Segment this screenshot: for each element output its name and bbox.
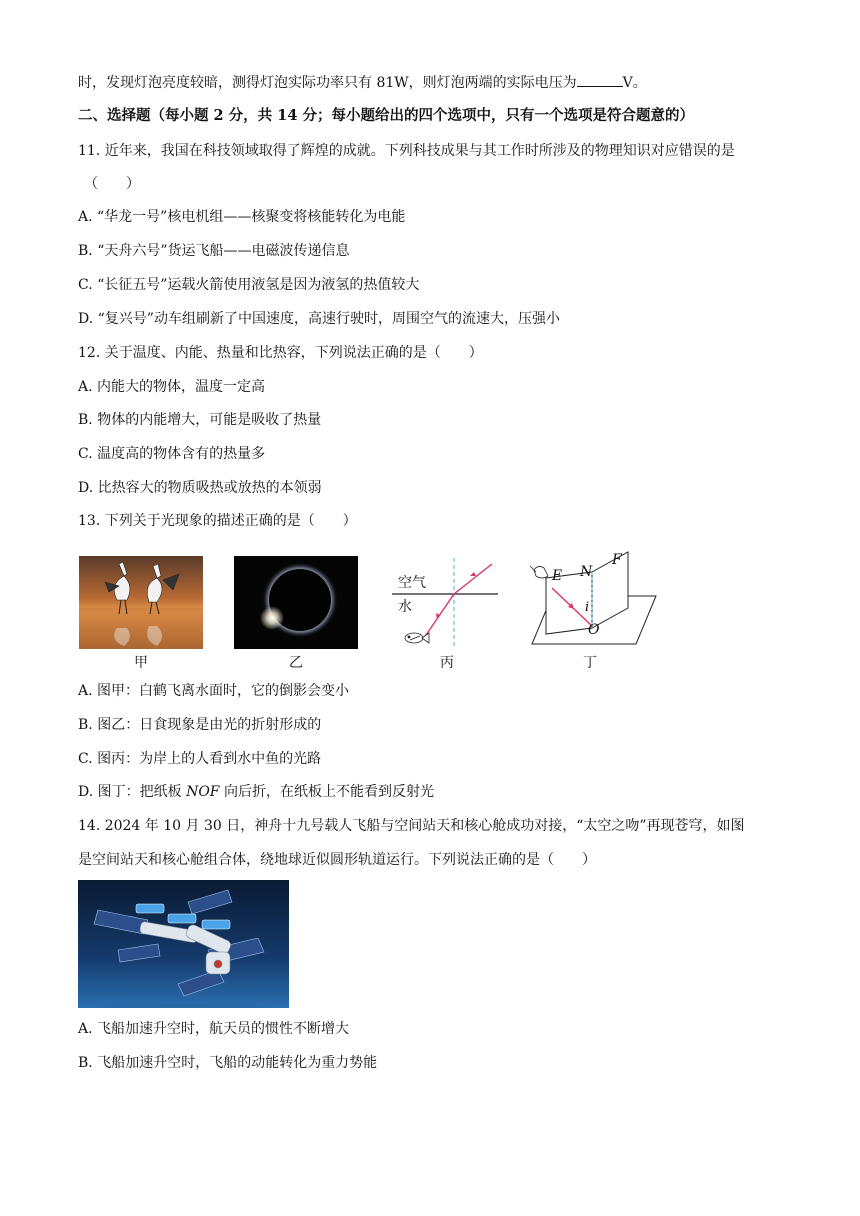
q14-option-a[interactable]: A. 飞船加速升空时，航天员的惯性不断增大 [78,1021,350,1037]
q11-option-d[interactable]: D. “复兴号”动车组刷新了中国速度，高速行驶时，周围空气的流速大，压强小 [78,311,560,327]
answer-blank[interactable] [577,72,623,87]
q13-option-b[interactable]: B. 图乙：日食现象是由光的折射形成的 [78,717,322,733]
incident-ray [454,564,492,594]
q13-option-d-prefix: D. 图丁：把纸板 [78,784,187,800]
question-11-stem: 11. 近年来，我国在科技领域取得了辉煌的成就。下列科技成果与其工作时所涉及的物理知识对应错误的是 [78,143,735,159]
fish-icon [405,633,429,643]
label-f: F [612,552,622,568]
question-11-paren: （ ） [84,176,140,192]
caption-bing: 丙 [440,655,454,671]
question-10-tail-text: 时，发现灯泡亮度较暗，测得灯泡实际功率只有 81W，则灯泡两端的实际电压为 [78,75,577,91]
caption-ding: 丁 [583,655,597,671]
figure-jia-cranes [79,556,203,649]
question-13-stem: 13. 下列关于光现象的描述正确的是（ ） [78,513,357,529]
q12-option-c[interactable]: C. 温度高的物体含有的热量多 [78,446,266,462]
q13-option-d[interactable] [78,782,434,802]
caption-jia: 甲 [134,655,148,671]
figure-bing-refraction [392,558,502,650]
q13-option-a[interactable]: A. 图甲：白鹤飞离水面时，它的倒影会变小 [78,683,350,699]
figure-space-station [78,880,289,1008]
label-n: N [580,564,593,580]
label-i: i [585,600,590,615]
question-14-stem-line1: 14. 2024 年 10 月 30 日，神舟十九号载人飞船与空间站天和核心舱成功对接，“太空之吻”再现苍穹，如图 [78,818,745,834]
laser-pen-icon [530,566,548,578]
figure-ding-reflection [528,548,658,650]
q11-option-b[interactable]: B. “天舟六号”货运飞船——电磁波传递信息 [78,243,350,259]
panel-f [592,552,628,628]
q11-option-a[interactable]: A. “华龙一号”核电机组——核聚变将核能转化为电能 [78,209,406,225]
q13-option-d-nof: NOF [186,784,220,800]
q12-option-b[interactable]: B. 物体的内能增大，可能是吸收了热量 [78,412,322,428]
section-title: 二、选择题（每小题 2 分，共 14 分；每小题给出的四个选项中，只有一个选项是符合题意的） [78,107,694,124]
caption-yi: 乙 [289,655,303,671]
label-o: O [588,622,600,638]
figure-yi-eclipse [234,556,358,649]
label-air: 空气 [398,575,426,591]
q13-option-d-suffix: 向后折，在纸板上不能看到反射光 [219,784,434,800]
question-10-tail-suffix: V。 [622,75,647,91]
label-e: E [552,568,563,584]
q12-option-d[interactable]: D. 比热容大的物质吸热或放热的本领弱 [78,480,322,496]
question-12-stem: 12. 关于温度、内能、热量和比热容，下列说法正确的是（ ） [78,345,483,361]
question-14-stem-line2: 是空间站天和核心舱组合体，绕地球近似圆形轨道运行。下列说法正确的是（ ） [78,852,596,868]
q11-option-c[interactable]: C. “长征五号”运载火箭使用液氢是因为液氢的热值较大 [78,277,420,293]
q13-option-c[interactable]: C. 图丙：为岸上的人看到水中鱼的光路 [78,751,322,767]
q14-option-b[interactable]: B. 飞船加速升空时，飞船的动能转化为重力势能 [78,1055,378,1071]
label-water: 水 [398,599,412,615]
question-10-tail [78,72,647,93]
q12-option-a[interactable]: A. 内能大的物体，温度一定高 [78,379,266,395]
